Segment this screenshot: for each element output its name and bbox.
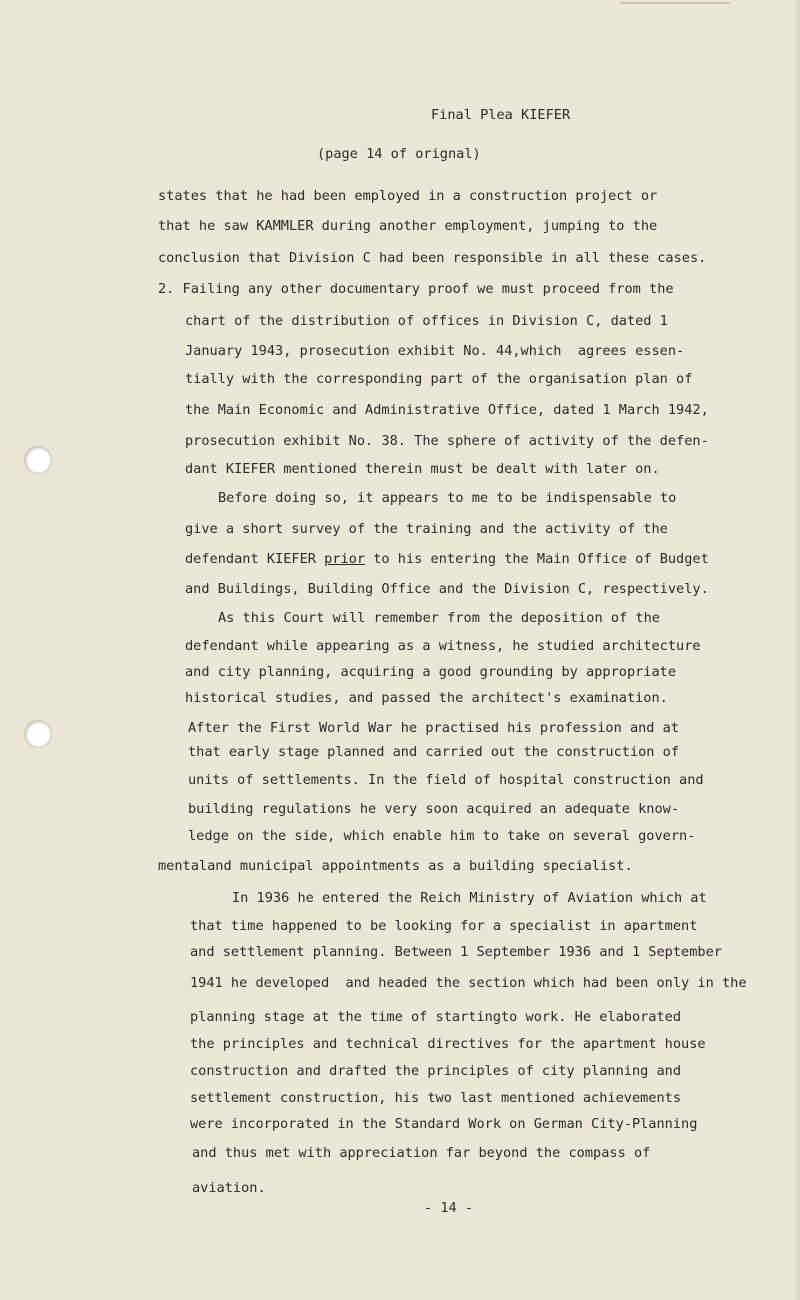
text-line: construction and drafted the principles of city planning and (190, 1063, 682, 1079)
page-title: Final Plea KIEFER (431, 107, 571, 123)
punch-hole-bottom (25, 721, 51, 747)
text-line: building regulations he very soon acquired an adequate know- (188, 801, 680, 817)
text-line: and thus met with appreciation far beyond the compass of (192, 1145, 651, 1161)
text-line: and Buildings, Building Office and the Division C, respectively. (185, 581, 709, 597)
page-subtitle: (page 14 of orignal) (317, 146, 481, 162)
text-line: 2. Failing any other documentary proof we must proceed from the (158, 281, 674, 297)
text-line: units of settlements. In the field of hospital construction and (188, 772, 704, 788)
text-line: dant KIEFER mentioned therein must be dealt with later on. (185, 461, 660, 477)
page-number: - 14 - (424, 1200, 474, 1216)
text-line: states that he had been employed in a construction project or (158, 188, 658, 204)
text-line: settlement construction, his two last mentioned achievements (190, 1090, 682, 1106)
text-line: Before doing so, it appears to me to be indispensable to (218, 490, 677, 506)
text-line: chart of the distribution of offices in Division C, dated 1 (185, 313, 668, 329)
underlined-word: prior (324, 551, 366, 567)
text-segment: to his entering the Main Office of Budget (365, 551, 709, 567)
text-line: give a short survey of the training and the activity of the (185, 521, 668, 537)
text-line: In 1936 he entered the Reich Ministry of Aviation which at (232, 890, 707, 906)
text-line: planning stage at the time of startingto work. He elaborated (190, 1009, 682, 1025)
text-line: mentaland municipal appointments as a building specialist. (158, 858, 633, 874)
text-line: and city planning, acquiring a good grounding by appropriate (185, 664, 677, 680)
page-edge (792, 0, 800, 1300)
text-line: After the First World War he practised his profession and at (188, 720, 680, 736)
text-line: defendant while appearing as a witness, he studied architecture (185, 638, 701, 654)
text-line: tially with the corresponding part of the organisation plan of (185, 371, 693, 387)
text-line: that he saw KAMMLER during another employment, jumping to the (158, 218, 658, 234)
text-line: 1941 he developed and headed the section which had been only in the (190, 975, 747, 991)
text-line: that early stage planned and carried out the construction of (188, 744, 680, 760)
text-line: conclusion that Division C had been responsible in all these cases. (158, 250, 707, 266)
text-line: ledge on the side, which enable him to take on several govern- (188, 828, 696, 844)
text-line: that time happened to be looking for a specialist in apartment (190, 918, 698, 934)
text-line: the principles and technical directives for the apartment house (190, 1036, 706, 1052)
text-line: prosecution exhibit No. 38. The sphere of activity of the defen- (185, 433, 709, 449)
text-line: January 1943, prosecution exhibit No. 44,which agrees essen- (185, 343, 685, 359)
text-line: historical studies, and passed the architect's examination. (185, 690, 668, 706)
text-segment: defendant KIEFER (185, 551, 325, 567)
text-line: and settlement planning. Between 1 September 1936 and 1 September (190, 944, 722, 960)
scan-mark (620, 2, 730, 4)
text-line: were incorporated in the Standard Work on German City-Planning (190, 1116, 698, 1132)
text-line: As this Court will remember from the deposition of the (218, 610, 660, 626)
punch-hole-top (25, 447, 51, 473)
text-line: aviation. (192, 1180, 266, 1196)
text-line (185, 551, 709, 567)
text-line: the Main Economic and Administrative Office, dated 1 March 1942, (185, 402, 709, 418)
